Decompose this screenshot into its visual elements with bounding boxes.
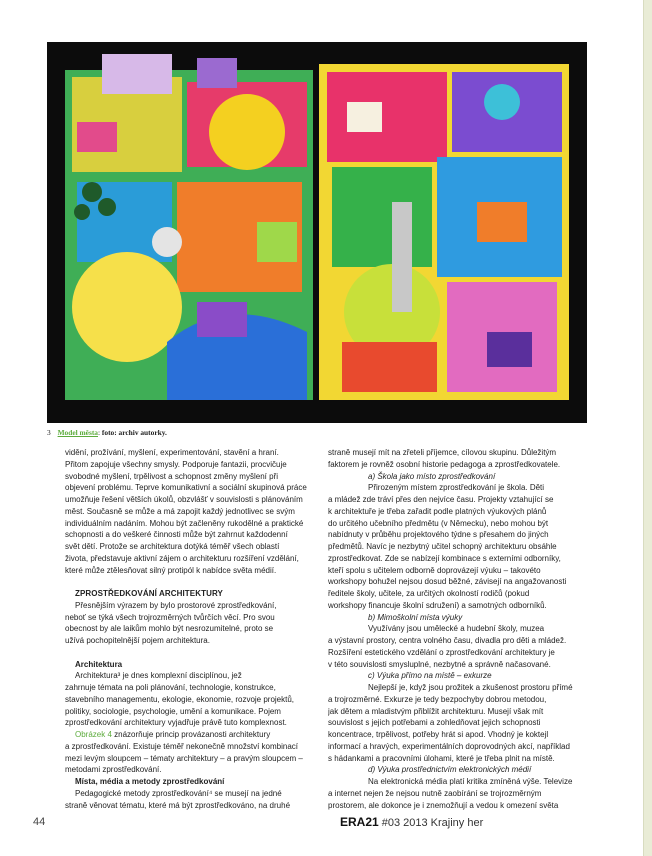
intro-paragraph (65, 447, 323, 576)
text-line: vidění, prožívání, myšlení, experimentování, stavění a hraní. (65, 448, 279, 457)
page-number: 44 (33, 816, 46, 828)
text-line: zahrnuje témata na poli plánování, technologie, konstrukce, (65, 683, 276, 692)
figure-credit: foto: archiv autorky. (101, 428, 167, 437)
text-line: politiky, sociologie, psychologie, umění a komunikace. Pojem (65, 706, 281, 716)
text-line: umožňuje řešení větších úkolů, obzvlášť v souvislosti s plánováním (65, 495, 303, 504)
text-line: Architektura³ je dnes komplexní disciplínou, jež (75, 671, 242, 681)
text-line: Přitom zapojuje všechny smysly. Podporuje fantazii, procvičuje (65, 459, 287, 469)
journal-issue: #03 2013 Krajiny her (378, 817, 484, 829)
item-b-title: b) Mimoškolní místa výuky (368, 612, 463, 622)
text-line: objevení problému. Teprve komunikativní a sociální skupinová práce (65, 483, 307, 493)
text-line: Přesnějším výrazem by bylo prostorové zprostředkování, (75, 600, 277, 610)
text-line: stavebního managementu, ekologie, ekonomie, rozvoje projektů, (65, 694, 295, 704)
text-line: s hádankami a pracovními úlohami, které je třeba plnit na místě. (328, 753, 555, 763)
text-line: mezi levým sloupcem – tématy architektury – a pravým sloupcem – (65, 753, 303, 763)
text-line: informací a hravých, experimentálních doprovodných akcí, například (328, 741, 570, 751)
figure-model-label: Model města (57, 428, 98, 437)
text-line: Obrázek 4 znázorňuje princip provázanosti architektury (75, 730, 271, 739)
item-d-title: d) Výuka prostřednictvím elektronických médií (368, 765, 532, 775)
text-line: straně věnovat tématu, které má být zprostředkováno, na druhé (65, 800, 291, 810)
left-column (65, 447, 323, 811)
text-line: Na elektronická média platí kritika zmíněná výše. Televize (368, 777, 573, 786)
section-heading: ZPROSTŘEDKOVÁNÍ ARCHITEKTURY (75, 589, 223, 598)
text-line: života, představuje aktivní zájem o architekturu rozšíření vzdělání, (65, 553, 299, 563)
text-line: a výstavní prostory, centra volného času, divadla pro děti a mládež. (328, 636, 567, 645)
city-model-illustration (47, 42, 587, 423)
text-line: v této souvislosti smysluplné, nezbytné a správně načasované. (328, 659, 551, 669)
text-line: straně musejí mít na zřeteli příjemce, cílovou skupinu. Důležitým (328, 448, 557, 457)
city-model-photo (47, 42, 587, 423)
text-line: Pedagogické metody zprostředkování⁴ se musejí na jedné (75, 788, 282, 798)
item-a-title: a) Škola jako místo zprostředkování (368, 471, 496, 481)
text-line: jak dětem a mladistvým přiblížit architekturu. Musejí však mít (328, 706, 544, 716)
text-line: zprostředkovat. Zde se nabízejí kombinace s externími odborníky, (328, 553, 561, 563)
text-line: ředitele školy, učitele, za určitých okolností rodičů (pokud (328, 589, 530, 598)
text-line: užívá pochopitelnější pojem architektura. (65, 636, 210, 645)
text-line: měst. Současně se může a má zapojit každý jednotlivec se svým (65, 506, 295, 516)
figure-4-link[interactable]: Obrázek 4 (75, 730, 112, 739)
text-line: neboť se týká všech trojrozměrných tvůrčích věcí. Pro svou (65, 612, 275, 622)
text-line: zprostředkování architektury vyjadřuje právě tuto komplexnost. (65, 718, 287, 728)
subheading-mista-media: Místa, média a metody zprostředkování (75, 777, 225, 786)
text-line: a zprostředkování. Existuje téměř nekonečně množství kombinací (65, 741, 298, 751)
text-line: kteří spolu s učitelem odborně doprovázejí výuku – takovéto (328, 565, 541, 575)
right-column (328, 447, 591, 811)
text-line: a mládež zde tráví přes den nejvíce času. Projekty vztahující se (328, 495, 554, 504)
text-line: které může ztělesňovat silný protipól k nabídce světa médií. (65, 565, 277, 575)
text-line: schopnosti a do veškeré činnosti může být zahrnut každodenní (65, 530, 288, 540)
text-line: svobodné myšlení, trpělivost a schopnost změny myšlení při (65, 471, 278, 481)
text-line: k architektuře je třeba zařadit podle platných výukových plánů (328, 506, 547, 516)
text-line: Využívány jsou umělecké a hudební školy, muzea (368, 624, 545, 634)
subheading-architektura: Architektura (75, 659, 123, 669)
text-line: faktorem je rovněž osobní historie pedagoga a zprostředkovatele. (328, 459, 561, 469)
text-line: souvislost s jejich potřebami a zohledňovat jejich schopnosti (328, 718, 541, 728)
text-line: Přirozeným místem zprostředkování je škola. Děti (368, 483, 545, 493)
text-line: předmětů. Navíc je nezbytný učitel schopný architekturu obsáhle (328, 542, 557, 551)
text-line: a internet nejen že nejsou nutně zaobírání se trojrozměrným (328, 788, 542, 798)
figure-number: 3 (47, 428, 51, 437)
text-line: individuálním nadáním. Mohou být začleněny rukodělné a praktické (65, 518, 304, 528)
text-line: svět dětí. Protože se architektura dotýká téměř všech oblastí (65, 542, 280, 551)
text-line: Nejlepší je, když jsou prožitek a zkušenost prostoru přímé (368, 683, 573, 692)
text-line: workshopy bohužel nejsou dosud běžné, závisejí na angažovanosti (328, 577, 567, 587)
text-line: metodami zprostředkování. (65, 765, 162, 775)
text-line: nabídnuty v průběhu projektového týdne s přesahem do jiných (328, 530, 549, 540)
journal-brand: ERA21 (340, 815, 379, 829)
text-line: do určitého učebního předmětu (v Německu), nebo mohou být (328, 518, 549, 528)
text-line: workshopy financuje školní sdružení) a samotných odborníků. (328, 600, 547, 610)
page-edge-strip (643, 0, 652, 856)
text-line: Rozšíření estetického vzdělání o zprostředkování architektury je (328, 647, 555, 657)
item-c-title: c) Výuka přímo na místě – exkurze (368, 671, 492, 681)
text-line: prostorem, ale dokonce je i znemožňují a vedou k omezení světa (328, 800, 559, 810)
text-line: obecnost by ale laikům mohlo být nesrozumitelné, proto se (65, 624, 274, 634)
journal-footer (340, 815, 483, 829)
text-line: koncentrace, trpělivost, potřeby hrát si apod. Vhodný je koktejl (328, 730, 549, 739)
text-line: a trojrozměrné. Exkurze je tedy bezpochyby dobrou metodou, (328, 694, 547, 704)
figure-caption: 3 Model města: foto: archiv autorky. (47, 428, 167, 437)
